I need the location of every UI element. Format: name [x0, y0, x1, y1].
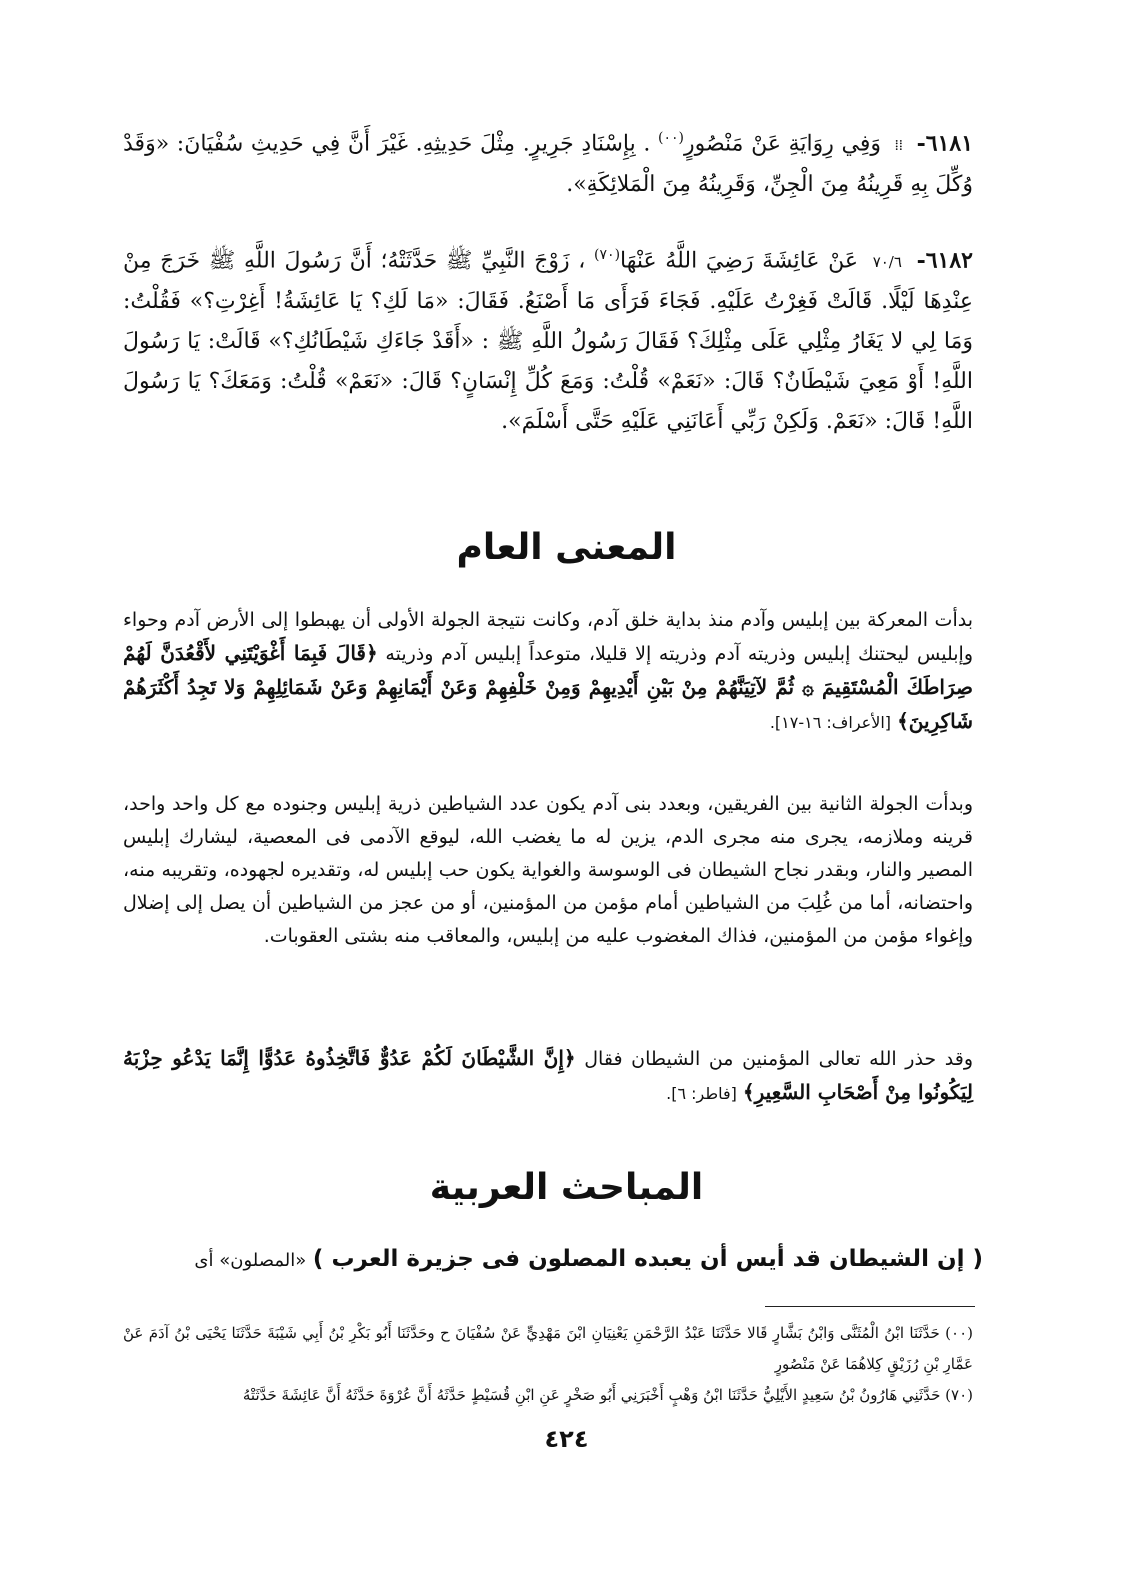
hadith-text: عَنْ عَائِشَةَ رَضِيَ اللَّهُ عَنْهَا: [620, 248, 859, 274]
hadith-ref: (٧٠): [594, 247, 621, 263]
hadith-ref: (٠٠): [657, 130, 684, 146]
heading-arabic-studies: المباحث العربية: [429, 1167, 704, 1208]
hadith-continuation: ، زَوْجَ النَّبِيِّ ﷺ حَدَّثَتْهُ؛ أَنَّ رَسُولَ اللَّهِ ﷺ خَرَجَ مِنْ عِنْدِهَا لَيْلًا. قَالَتْ فَغِرْتُ عَلَيْهِ. فَجَاءَ فَرَأَى مَا أَصْنَعُ. فَقَالَ: «مَا لَكِ؟ يَا عَائِشَةُ! أَغِرْتِ؟» فَقُلْتُ: وَمَا لِي لا يَغَارُ مِثْلِي عَلَى مِثْلِكَ؟ فَقَالَ رَسُولُ اللَّهِ ﷺ : «أَقَدْ جَاءَكِ شَيْطَانُكِ؟» قَالَتْ: يَا رَسُولَ اللَّهِ! أَوْ مَعِيَ شَيْطَانٌ؟ قَالَ: «نَعَمْ» قُلْتُ: وَمَعَ كُلِّ إِنْسَانٍ؟ قَالَ: «نَعَمْ» قُلْتُ: وَمَعَكَ؟ يَا رَسُولَ اللَّهِ! قَالَ: «نَعَمْ. وَلَكِنْ رَبِّي أَعَانَنِي عَلَيْهِ حَتَّى أَسْلَمَ».: [123, 248, 973, 435]
quran-verse: ﴿قَالَ فَبِمَا أَغْوَيْتَنِي لأَقْعُدَنَّ لَهُمْ صِرَاطَكَ الْمُسْتَقِيمَ ۞ ثُمَّ لآتِيَنَّهُمْ مِنْ بَيْنِ أَيْدِيهِمْ وَمِنْ خَلْفِهِمْ وَعَنْ أَيْمَانِهِمْ وَعَنْ شَمَائِلِهِمْ وَلا تَجِدُ أَكْثَرَهُمْ شَاكِرِينَ﴾: [123, 641, 973, 733]
hadith-number: ٦١٨١-: [916, 130, 974, 157]
hadith-6181: [123, 118, 973, 205]
heading-general-meaning: المعنى العام: [456, 527, 677, 568]
footnote-divider: [765, 1306, 975, 1307]
topic-text: «المصلون» أى: [194, 1250, 307, 1271]
footnote-70: (٧٠) حَدَّثَنِي هَارُونُ بْنُ سَعِيدٍ الأَيْلِيُّ حَدَّثَنَا ابْنُ وَهْبٍ أَخْبَرَنِي أَبُو صَخْرٍ عَنِ ابْنِ قُسَيْطٍ حَدَّثَهُ أَنَّ عُرْوَةَ حَدَّثَهُ أَنَّ عَائِشَةَ حَدَّثَتْهُ: [242, 1386, 973, 1404]
hadith-mark: ٧٠/٦: [872, 253, 902, 272]
paragraph-2: وبدأت الجولة الثانية بين الفريقين، وبعدد بنى آدم يكون عدد الشياطين ذرية إبليس وجنوده مع كل واحد واحد، قرينه وملازمه، يجرى منه مجرى الدم، يزين له ما يغضب الله، ليوقع الآدمى فى المعصية، ليشارك إبليس المصير والنار، وبقدر نجاح الشيطان فى الوسوسة والغواية يكون حب إبليس له، وتقديره لجهوده، وتقريبه منه، واحتضانه، أما من غُلِبَ من الشياطين أمام مؤمن من المؤمنين، أو من عجز من الشياطين أن يصل إلى إضلال وإغواء مؤمن من المؤمنين، فذاك المغضوب عليه من إبليس، والمعاقب منه بشتى العقوبات.: [123, 793, 973, 947]
footnote-00: (٠٠) حَدَّثَنَا ابْنُ الْمُثَنَّى وَابْنُ بَشَّارٍ قَالا حَدَّثَنَا عَبْدُ الرَّحْمَنِ يَعْنِيَانِ ابْنَ مَهْدِيٍّ عَنْ سُفْيَانَ ح وحَدَّثَنَا أَبُو بَكْرِ بْنُ أَبِي شَيْبَةَ حَدَّثَنَا يَحْيَى بْنُ آدَمَ عَنْ عَمَّارِ بْنِ رُزَيْقٍ كِلاهُمَا عَنْ مَنْصُورٍ: [123, 1324, 973, 1373]
hadith-continuation: . بِإِسْنَادِ جَرِيرٍ. مِثْلَ حَدِيثِهِ. غَيْرَ أَنَّ فِي حَدِيثِ سُفْيَانَ: «وَقَدْ وُكِّلَ بِهِ قَرِينُهُ مِنَ الْجِنِّ، وَقَرِينُهُ مِنَ الْمَلائِكَةِ».: [123, 131, 973, 198]
hadith-6182: [123, 235, 973, 442]
hadith-text: وَفِي رِوَايَةِ عَنْ مَنْصُورٍ: [683, 131, 881, 157]
topic-title: ( إن الشيطان قد أيس أن يعبده المصلون فى جزيرة العرب ): [312, 1246, 983, 1272]
topic-line: [123, 1242, 983, 1278]
paragraph-3: [123, 1042, 973, 1110]
footnotes: [123, 1318, 973, 1411]
verse-source: [الأعراف: ١٦-١٧].: [769, 713, 892, 732]
hadith-mark: ⁞⁞: [894, 136, 903, 155]
verse-source: [فاطر: ٦].: [666, 1084, 737, 1103]
paragraph-1: [123, 604, 973, 739]
page-number: ٤٢٤: [544, 1425, 589, 1453]
paragraph-text: وقد حذر الله تعالى المؤمنين من الشيطان فقال: [584, 1048, 973, 1070]
paragraph-text: بدأت المعركة بين إبليس وآدم منذ بداية خلق آدم، وكانت نتيجة الجولة الأولى أن يهبطوا إلى الأرض آدم وحواء وإبليس ليحتنك إبليس وذريته آدم وذريته إلا قليلا، متوعداً إبليس آدم وذريته: [123, 609, 973, 665]
hadith-number: ٦١٨٢-: [916, 247, 973, 274]
quran-verse: ﴿إِنَّ الشَّيْطَانَ لَكُمْ عَدُوٌّ فَاتَّخِذُوهُ عَدُوًّا إِنَّمَا يَدْعُو حِزْبَهُ لِيَكُونُوا مِنْ أَصْحَابِ السَّعِيرِ﴾: [123, 1046, 973, 1104]
